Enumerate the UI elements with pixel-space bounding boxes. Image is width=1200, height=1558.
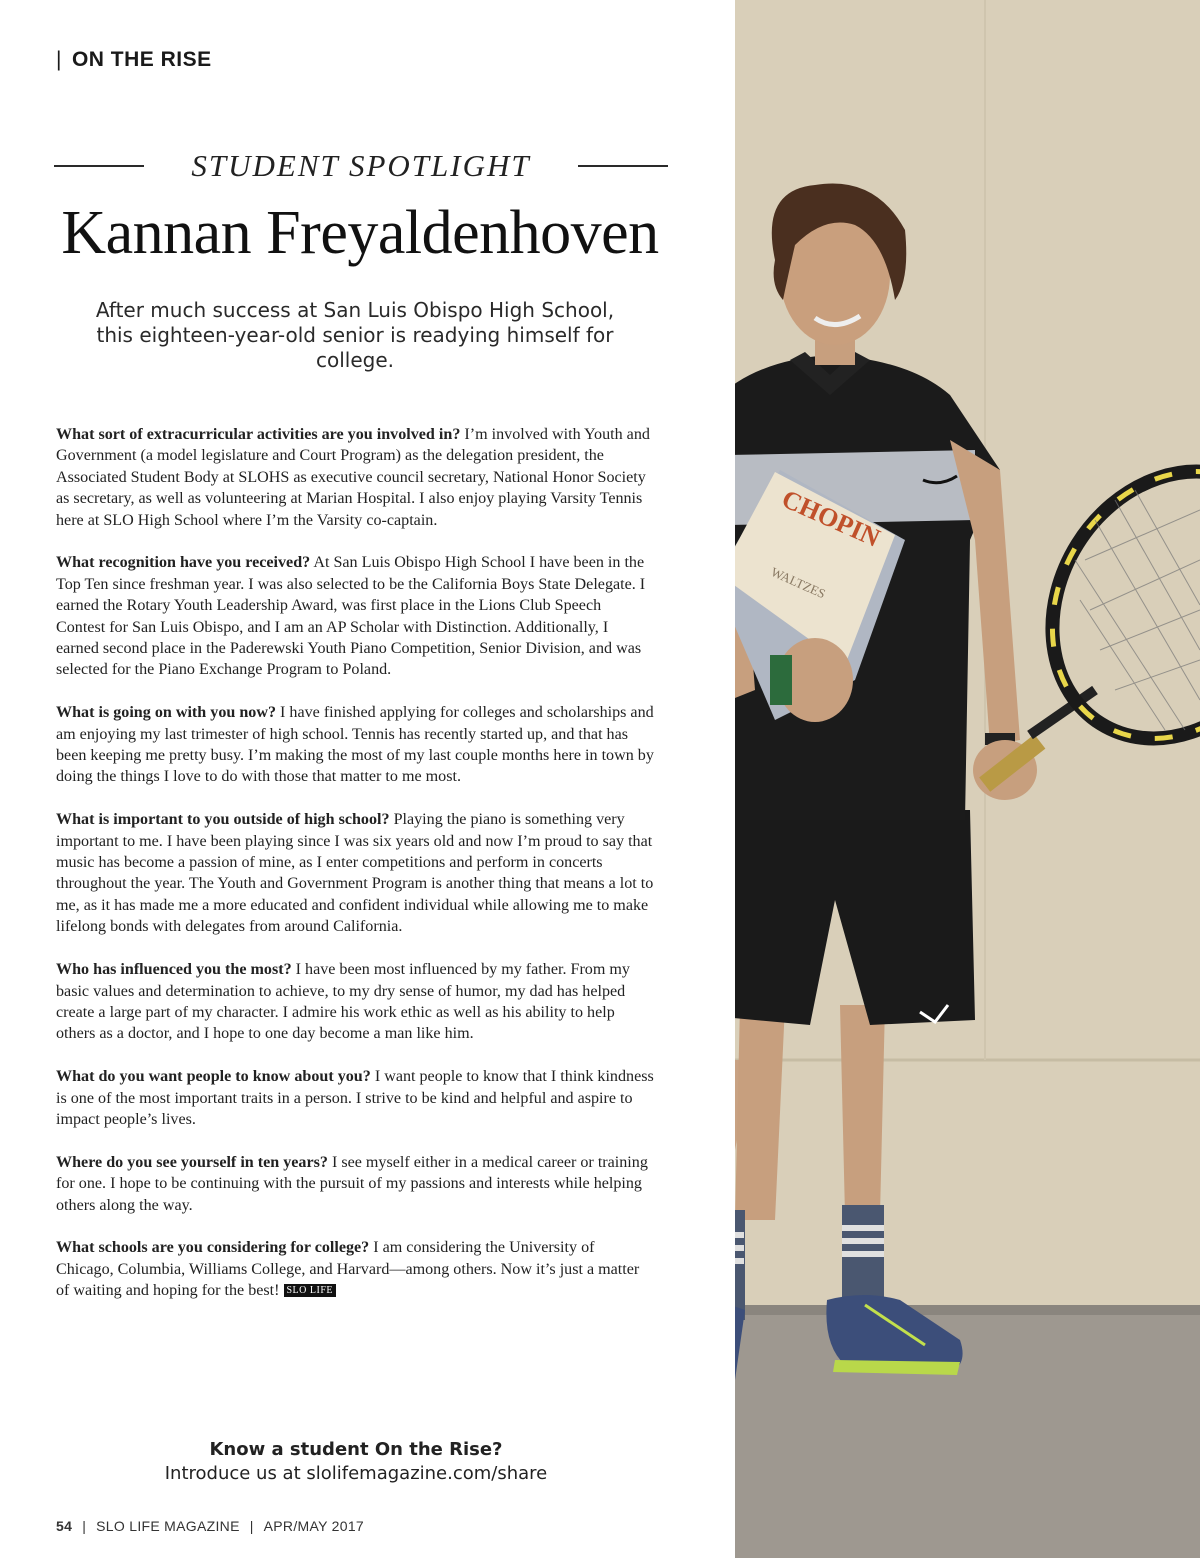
qa-item [56,1152,654,1216]
sock [842,1205,884,1310]
qa-item [56,959,654,1045]
answer: I have finished applying for colleges and scholarships and am enjoying my last trimester of high school. Tennis has recently started up, and that has been keeping me pretty busy. I’m making the most of my last couple months here in town by doing the things I love to do with those that matter to me most. [56,704,654,786]
leg [840,1005,885,1215]
page-number: 54 [56,1518,73,1534]
answer: I see myself either in a medical career or training for one. I hope to be continuing with the pursuit of my passions and interests while helping others along the way. [56,1153,648,1214]
answer: At San Luis Obispo High School I have been in the Top Ten since freshman year. I was also selected to be the California Boys State Delegate. I earned the Rotary Youth Leadership Award, was first place in the Lions Club Speech Contest for San Luis Obispo, and I am an AP Scholar with Distinction. Additionally, I earned second place in the Paderewski Youth Piano Competition, Senior Division, and was selected for the Piano Exchange Program to Poland. [56,554,646,679]
section-label [56,48,212,72]
kicker-row [54,148,668,184]
question: Where do you see yourself in ten years? [56,1153,328,1171]
qa-item [56,809,654,937]
page-footer [56,1518,364,1534]
sock-stripe [842,1225,884,1231]
footer-divider: | [82,1518,87,1534]
question: What sort of extracurricular activities are you involved in? [56,426,461,443]
answer: Playing the piano is something very important to me. I have been playing since I was six years old and now I’m proud to say that music has become a passion of mine, as I enter competitions and perform in concerts throughout the year. The Youth and Government Program is another thing that means a lot to me, as it has made me a more educated and confident individual while allowing me to make lifelong bonds with delegates from around California. [56,811,654,936]
qa-item [56,424,654,531]
qa-item [56,552,654,680]
article-body [56,424,654,1323]
sock-stripe [735,1258,744,1264]
qa-item [56,1066,654,1130]
wristband [770,655,792,705]
ground [735,1310,1200,1558]
sock-stripe [842,1238,884,1244]
ground-edge [735,1305,1200,1315]
issue-date: APR/MAY 2017 [263,1518,364,1534]
kicker-rule-right [578,165,668,167]
question: What is going on with you now? [56,704,277,722]
magazine-name: SLO LIFE MAGAZINE [96,1518,240,1534]
section-label-text: ON THE RISE [71,48,212,71]
qa-item [56,1237,654,1301]
kicker-rule-left [54,165,144,167]
sock-stripe [842,1251,884,1257]
headline: Kannan Freyaldenhoven [61,199,659,267]
answer: I’m involved with Youth and Government (a model legislature and Court Program) as the delegation president, the Associated Student Body at SLOHS as executive council secretary, National Honor Society as secretary, as well as volunteering at Marian Hospital. I also enjoy playing Varsity Tennis here at SLO High School where I’m the Varsity co-captain. [56,426,650,529]
kicker: STUDENT SPOTLIGHT [191,148,531,183]
question: Who has influenced you the most? [56,961,292,979]
section-divider: | [56,48,62,71]
sock-stripe [735,1245,744,1251]
footer-divider: | [249,1518,254,1534]
deck: After much success at San Luis Obispo High School, this eighteen-year-old senior is readying himself for college. [95,298,615,372]
question: What recognition have you received? [56,554,311,572]
student-photo [735,0,1200,1558]
end-badge: SLO LIFE [284,1284,337,1297]
question: What do you want people to know about you? [56,1068,371,1086]
book-subtitle: WALTZES [768,564,828,602]
call-to-action [56,1438,656,1486]
cta-heading: Know a student On the Rise? [209,1439,503,1460]
sock-stripe [735,1232,744,1238]
answer: I am considering the University of Chicago, Columbia, Williams College, and Harvard—among others. Now it’s just a matter of waiting and hoping for the best! [56,1239,640,1300]
answer: I want people to know that I think kindness is one of the most important traits in a person. I strive to be kind and helpful and aspire to impact people’s lives. [56,1068,654,1128]
question: What schools are you considering for college? [56,1239,370,1257]
answer: I have been most influenced by my father. From my basic values and determination to achieve, to my dry sense of humor, my dad has helped create a large part of my character. I admire his work ethic as well as his ability to help others as a doctor, and I hope to one day become a man like him. [56,961,630,1043]
question: What is important to you outside of high school? [56,811,390,829]
sock [735,1210,745,1320]
book-title: CHOPIN [777,483,885,553]
qa-item [56,702,654,788]
cta-link-text: Introduce us at slolifemagazine.com/share [164,1463,548,1484]
